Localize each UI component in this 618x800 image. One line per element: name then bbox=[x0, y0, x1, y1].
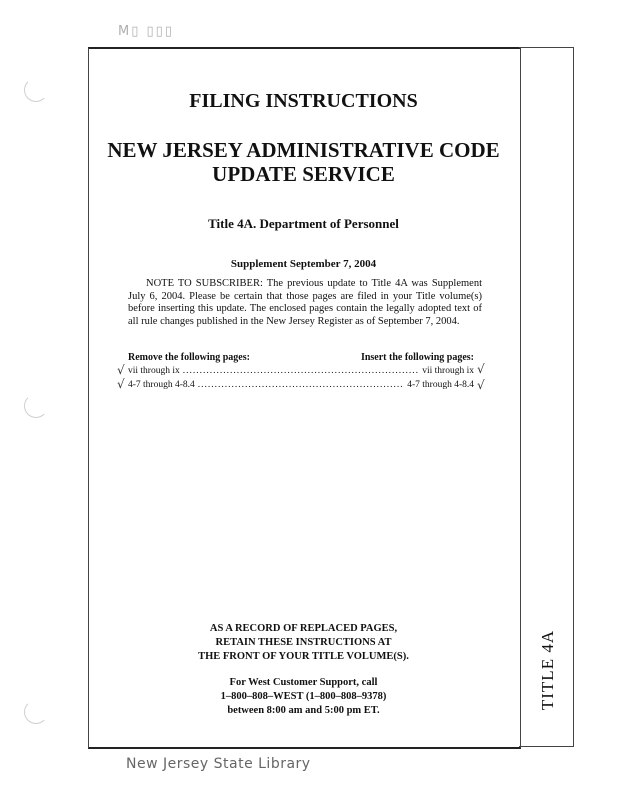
record-line-1: AS A RECORD OF REPLACED PAGES, bbox=[209, 623, 398, 634]
leader-dots bbox=[198, 380, 404, 390]
insert-column-header: Insert the following pages: bbox=[360, 352, 474, 363]
remove-pages: 4-7 through 4-8.4 bbox=[128, 380, 195, 390]
customer-support bbox=[88, 676, 519, 718]
supplement-date: Supplement September 7, 2004 bbox=[230, 258, 377, 270]
pages-columns-header bbox=[128, 352, 474, 363]
record-line-2: RETAIN THESE INSTRUCTIONS AT bbox=[215, 637, 392, 648]
checkmark-icon: √ bbox=[477, 362, 485, 376]
header-scribble: M▯ ▯▯▯ bbox=[118, 24, 174, 39]
side-title-text: TITLE 4A bbox=[538, 629, 558, 711]
insert-pages: vii through ix bbox=[422, 366, 474, 376]
binder-hole-bottom bbox=[24, 700, 48, 724]
table-row bbox=[128, 366, 474, 376]
remove-column-header: Remove the following pages: bbox=[128, 352, 250, 363]
insert-pages: 4-7 through 4-8.4 bbox=[407, 380, 474, 390]
code-subtitle bbox=[88, 138, 519, 186]
library-stamp: New Jersey State Library bbox=[126, 756, 311, 772]
support-line-1: For West Customer Support, call bbox=[229, 677, 378, 688]
record-line-3: THE FRONT OF YOUR TITLE VOLUME(S). bbox=[198, 651, 409, 662]
subtitle-line-2: UPDATE SERVICE bbox=[212, 162, 395, 186]
checkmark-icon: √ bbox=[477, 378, 485, 392]
checkmark-icon: √ bbox=[117, 377, 125, 391]
page-title: FILING INSTRUCTIONS bbox=[189, 90, 418, 112]
record-instructions bbox=[88, 622, 519, 664]
support-hours: between 8:00 am and 5:00 pm ET. bbox=[227, 705, 380, 716]
leader-dots bbox=[183, 366, 420, 376]
binder-hole-top bbox=[24, 78, 48, 102]
side-tab-title bbox=[528, 630, 568, 710]
table-row bbox=[128, 380, 474, 390]
subscriber-note: NOTE TO SUBSCRIBER: The previous update to Title 4A was Supplement July 6, 2004. Please be certain that those pages are filed in your Title volume(s) before inserting this update. The enclosed pages contain the legally adopted text of all rule changes published in the New Jersey Register as of September 7, 2004. bbox=[128, 278, 482, 327]
subtitle-line-1: NEW JERSEY ADMINISTRATIVE CODE bbox=[107, 138, 500, 162]
checkmark-icon: √ bbox=[117, 363, 125, 377]
remove-pages: vii through ix bbox=[128, 366, 180, 376]
binder-hole-middle bbox=[24, 394, 48, 418]
support-phone: 1–800–808–WEST (1–800–808–9378) bbox=[220, 691, 387, 702]
title-section: Title 4A. Department of Personnel bbox=[208, 216, 399, 231]
